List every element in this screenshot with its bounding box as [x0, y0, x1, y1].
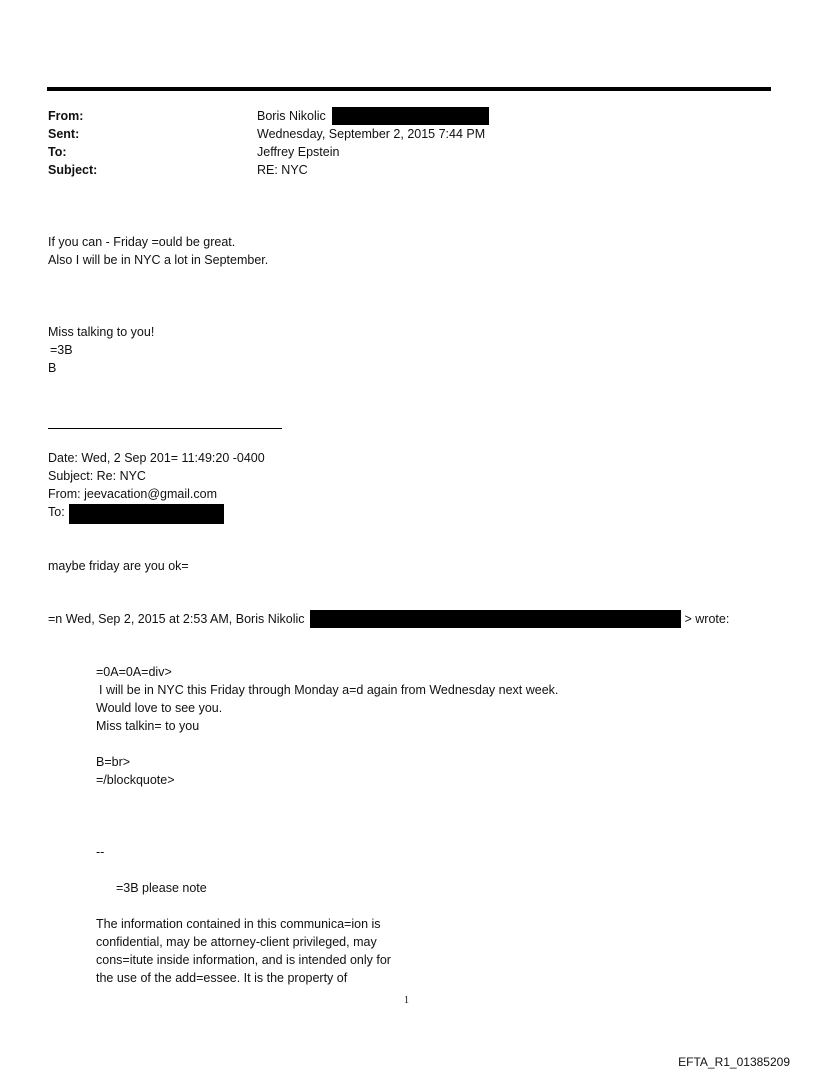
- subject-label: Subject:: [48, 163, 98, 177]
- quoted-from: From: jeevacation@gmail.com: [48, 487, 217, 501]
- nested-line-5: B=br>: [96, 755, 131, 769]
- to-label: To:: [48, 145, 67, 159]
- wrote-line: [48, 610, 729, 628]
- to-value: Jeffrey Epstein: [257, 145, 340, 159]
- please-note: =3B please note: [116, 881, 207, 895]
- nested-line-4: Miss talkin= to you: [96, 719, 200, 733]
- from-value-row: [257, 107, 489, 125]
- nested-line-3: Would love to see you.: [96, 701, 223, 715]
- wrote-prefix: =n Wed, Sep 2, 2015 at 2:53 AM, Boris Nikolic: [48, 612, 305, 626]
- sent-value: Wednesday, September 2, 2015 7:44 PM: [257, 127, 486, 141]
- page-number: 1: [404, 995, 409, 1006]
- from-label: From:: [48, 109, 84, 123]
- disclaimer-line-1: The information contained in this communica=ion is: [96, 917, 381, 931]
- nested-line-6: =/blockquote>: [96, 773, 175, 787]
- from-value: Boris Nikolic: [257, 109, 326, 123]
- body-line-3: Miss talking to you!: [48, 325, 155, 339]
- quoted-to-row: [48, 503, 224, 524]
- redaction-block: [332, 107, 489, 125]
- header-top-rule: [47, 87, 771, 91]
- nested-line-2: I will be in NYC this Friday through Monday a=d again from Wednesday next week.: [99, 683, 559, 697]
- body-line-4: =3B: [50, 343, 73, 357]
- disclaimer-line-3: cons=itute inside information, and is intended only for: [96, 953, 391, 967]
- body-line-5: B: [48, 361, 57, 375]
- redaction-block: [310, 610, 681, 628]
- signature-dashes: --: [96, 845, 105, 859]
- document-id: EFTA_R1_01385209: [678, 1055, 790, 1069]
- quote-separator: [48, 428, 282, 429]
- wrote-suffix: > wrote:: [684, 612, 730, 626]
- subject-value: RE: NYC: [257, 163, 308, 177]
- redaction-block: [69, 504, 224, 524]
- quoted-date: Date: Wed, 2 Sep 201= 11:49:20 -0400: [48, 451, 265, 465]
- disclaimer-line-2: confidential, may be attorney-client privileged, may: [96, 935, 377, 949]
- quoted-message: maybe friday are you ok=: [48, 559, 189, 573]
- nested-line-1: =0A=0A=div>: [96, 665, 172, 679]
- disclaimer-line-4: the use of the add=essee. It is the property of: [96, 971, 348, 985]
- quoted-to: To:: [48, 505, 65, 519]
- body-line-2: Also I will be in NYC a lot in September.: [48, 253, 269, 267]
- sent-label: Sent:: [48, 127, 80, 141]
- quoted-subject: Subject: Re: NYC: [48, 469, 146, 483]
- body-line-1: If you can - Friday =ould be great.: [48, 235, 236, 249]
